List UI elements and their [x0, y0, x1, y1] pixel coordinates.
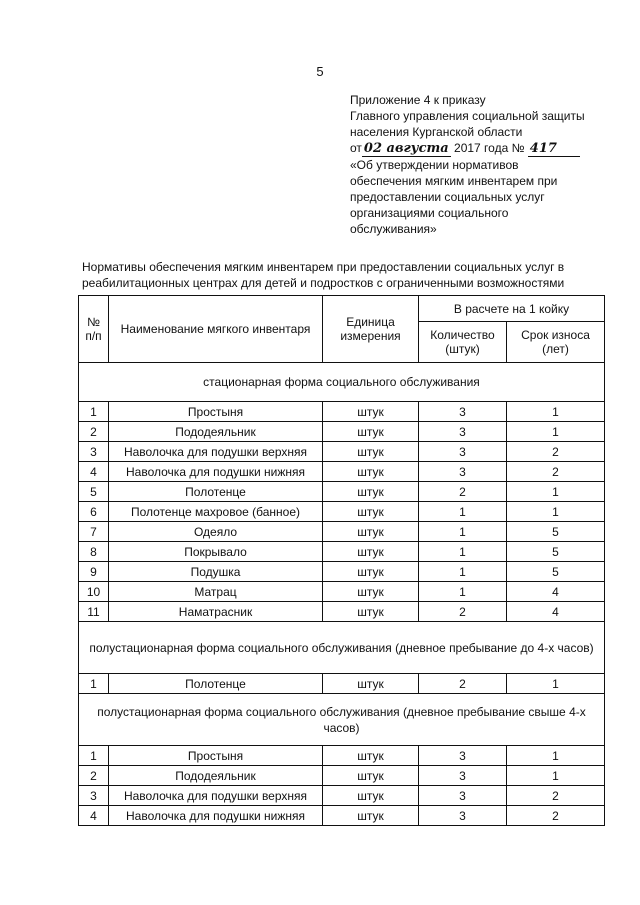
header-per-bed: В расчете на 1 койку [419, 296, 605, 322]
cell-wear: 1 [507, 766, 605, 786]
cell-unit: штук [323, 422, 419, 442]
cell-unit: штук [323, 522, 419, 542]
header-qty: Количество (штук) [419, 322, 507, 363]
cell-wear: 5 [507, 542, 605, 562]
title-line: Нормативы обеспечения мягким инвентарем при предоставлении социальных услуг в [82, 260, 565, 274]
header-num: № п/п [79, 296, 109, 363]
cell-wear: 2 [507, 806, 605, 826]
appendix-line: Главного управления социальной защиты [350, 109, 585, 123]
cell-qty: 1 [419, 542, 507, 562]
cell-qty: 1 [419, 562, 507, 582]
section-title: стационарная форма социального обслуживания [79, 363, 605, 402]
cell-name: Наволочка для подушки нижняя [109, 462, 323, 482]
section-title: полустационарная форма социального обслуживания (дневное пребывание свыше 4-х часов) [79, 694, 605, 746]
table-row [79, 766, 605, 786]
appendix-date-line [350, 140, 620, 157]
cell-num: 7 [79, 522, 109, 542]
cell-unit: штук [323, 542, 419, 562]
cell-wear: 2 [507, 442, 605, 462]
cell-unit: штук [323, 502, 419, 522]
cell-qty: 1 [419, 502, 507, 522]
cell-name: Наволочка для подушки верхняя [109, 442, 323, 462]
cell-qty: 3 [419, 422, 507, 442]
appendix-line: обслуживания» [350, 222, 437, 236]
cell-wear: 2 [507, 786, 605, 806]
table-row [79, 562, 605, 582]
cell-qty: 3 [419, 462, 507, 482]
year-text: 2017 года № [454, 141, 525, 155]
cell-name: Полотенце [109, 482, 323, 502]
cell-unit: штук [323, 806, 419, 826]
table-row [79, 806, 605, 826]
cell-unit: штук [323, 602, 419, 622]
cell-wear: 1 [507, 674, 605, 694]
cell-qty: 3 [419, 766, 507, 786]
cell-num: 2 [79, 766, 109, 786]
table-row [79, 602, 605, 622]
cell-wear: 5 [507, 522, 605, 542]
table-row [79, 422, 605, 442]
cell-unit: штук [323, 786, 419, 806]
cell-wear: 2 [507, 462, 605, 482]
cell-unit: штук [323, 462, 419, 482]
cell-num: 9 [79, 562, 109, 582]
cell-qty: 3 [419, 806, 507, 826]
cell-qty: 2 [419, 602, 507, 622]
table-row [79, 582, 605, 602]
cell-qty: 2 [419, 482, 507, 502]
cell-num: 11 [79, 602, 109, 622]
cell-unit: штук [323, 402, 419, 422]
cell-num: 4 [79, 462, 109, 482]
page-number: 5 [316, 64, 324, 79]
cell-num: 8 [79, 542, 109, 562]
norms-table [78, 295, 605, 826]
table-row [79, 442, 605, 462]
section-row [79, 622, 605, 674]
cell-name: Пододеяльник [109, 766, 323, 786]
cell-name: Покрывало [109, 542, 323, 562]
cell-unit: штук [323, 746, 419, 766]
cell-qty: 3 [419, 442, 507, 462]
table-row [79, 786, 605, 806]
cell-num: 4 [79, 806, 109, 826]
cell-num: 1 [79, 402, 109, 422]
cell-qty: 2 [419, 674, 507, 694]
cell-wear: 4 [507, 602, 605, 622]
cell-wear: 1 [507, 422, 605, 442]
cell-num: 1 [79, 746, 109, 766]
table-row [79, 502, 605, 522]
appendix-line: обеспечения мягким инвентарем при [350, 174, 558, 188]
date-prefix: от [350, 141, 362, 155]
cell-name: Наволочка для подушки верхняя [109, 786, 323, 806]
cell-name: Полотенце махровое (банное) [109, 502, 323, 522]
cell-wear: 5 [507, 562, 605, 582]
document-title [82, 259, 612, 291]
cell-unit: штук [323, 766, 419, 786]
cell-name: Подушка [109, 562, 323, 582]
cell-num: 5 [79, 482, 109, 502]
cell-qty: 1 [419, 582, 507, 602]
cell-num: 3 [79, 442, 109, 462]
cell-name: Матрац [109, 582, 323, 602]
table-row [79, 522, 605, 542]
section-row [79, 363, 605, 402]
cell-wear: 1 [507, 746, 605, 766]
cell-num: 6 [79, 502, 109, 522]
table-row [79, 746, 605, 766]
title-line: реабилитационных центрах для детей и подростков с ограниченными возможностями [82, 276, 565, 290]
table-row [79, 482, 605, 502]
cell-wear: 1 [507, 402, 605, 422]
cell-unit: штук [323, 482, 419, 502]
handwritten-number: 417 [528, 142, 580, 157]
cell-name: Наматрасник [109, 602, 323, 622]
cell-qty: 3 [419, 402, 507, 422]
cell-unit: штук [323, 562, 419, 582]
cell-qty: 3 [419, 786, 507, 806]
header-unit: Единица измерения [323, 296, 419, 363]
cell-num: 10 [79, 582, 109, 602]
handwritten-date: 02 августа [363, 141, 449, 156]
cell-name: Пододеяльник [109, 422, 323, 442]
cell-qty: 1 [419, 522, 507, 542]
table-row [79, 462, 605, 482]
header-name: Наименование мягкого инвентаря [109, 296, 323, 363]
cell-name: Простыня [109, 402, 323, 422]
header-wear: Срок износа (лет) [507, 322, 605, 363]
appendix-line: «Об утверждении нормативов [350, 158, 519, 172]
cell-unit: штук [323, 582, 419, 602]
cell-wear: 4 [507, 582, 605, 602]
cell-num: 2 [79, 422, 109, 442]
section-title: полустационарная форма социального обслуживания (дневное пребывание до 4-х часов) [79, 622, 605, 674]
appendix-line: населения Курганской области [350, 125, 523, 139]
table-row [79, 402, 605, 422]
appendix-line: организациями социального [350, 206, 509, 220]
cell-num: 1 [79, 674, 109, 694]
section-row [79, 694, 605, 746]
appendix-block [350, 92, 620, 237]
cell-name: Наволочка для подушки нижняя [109, 806, 323, 826]
cell-name: Полотенце [109, 674, 323, 694]
cell-unit: штук [323, 674, 419, 694]
cell-wear: 1 [507, 482, 605, 502]
table-row [79, 674, 605, 694]
cell-name: Одеяло [109, 522, 323, 542]
cell-name: Простыня [109, 746, 323, 766]
cell-qty: 3 [419, 746, 507, 766]
cell-wear: 1 [507, 502, 605, 522]
appendix-line: Приложение 4 к приказу [350, 93, 486, 107]
appendix-line: предоставлении социальных услуг [350, 190, 545, 204]
cell-num: 3 [79, 786, 109, 806]
table-row [79, 542, 605, 562]
cell-unit: штук [323, 442, 419, 462]
